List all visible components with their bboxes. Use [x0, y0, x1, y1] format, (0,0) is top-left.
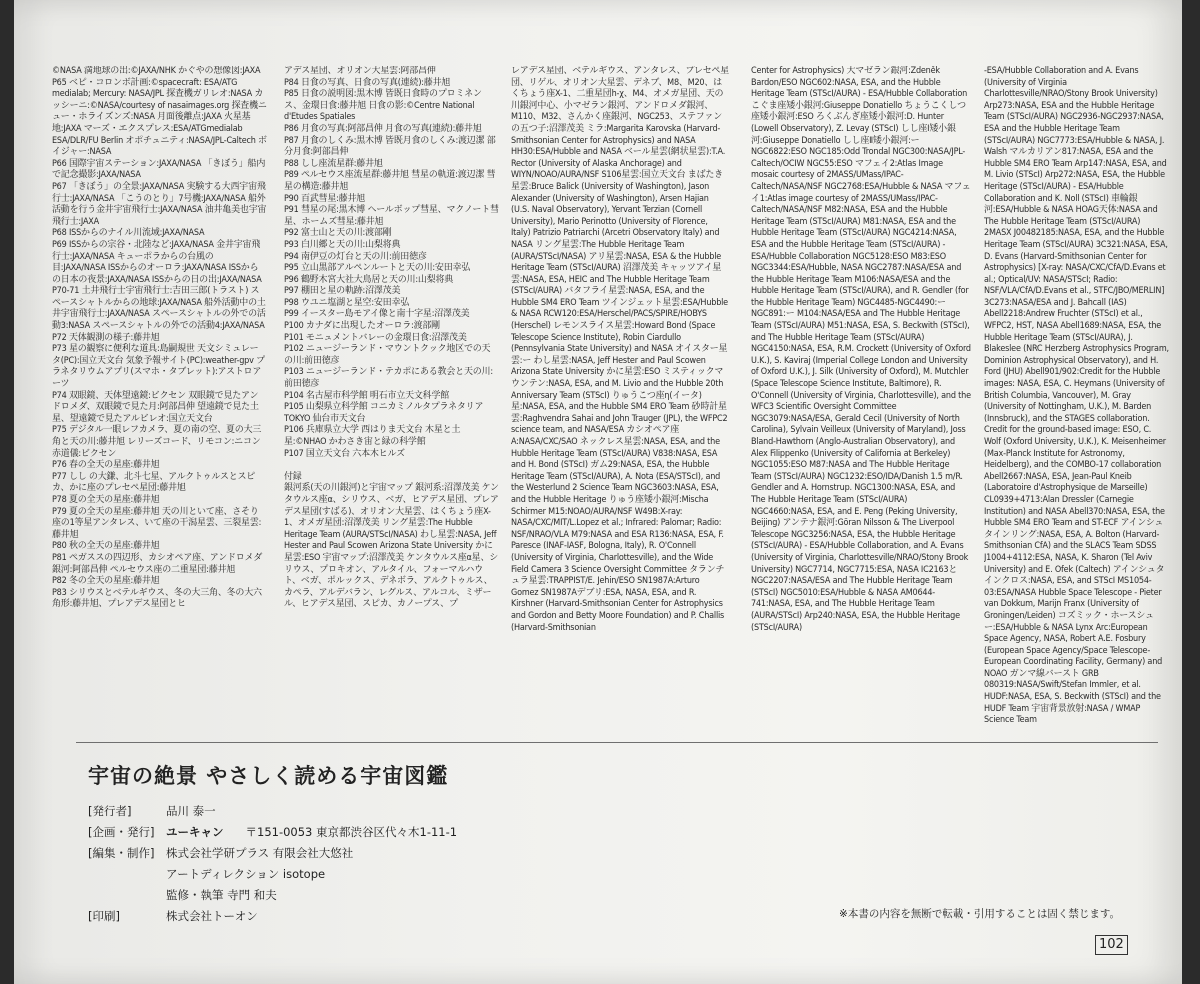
colophon-address: 〒151-0053 東京都渋谷区代々木1-11-1	[245, 825, 458, 839]
credit-entry: P85 日食の説明図:黒木博 皆既日食時のプロミネンス、金環日食:藤井旭 日食の影:©Centre National d'Etudes Spatiales	[284, 89, 482, 123]
credit-entry: P96 鶴野木宮大社大鳥居と天の川:山梨将典	[284, 274, 454, 285]
credit-entry: P92 富士山と天の川:渡部剛	[284, 228, 392, 239]
credit-entry: P104 名古屋市科学館 明石市立天文科学館	[284, 390, 450, 401]
colophon-row	[88, 843, 457, 864]
colophon-row	[88, 906, 457, 927]
credit-entry: P100 カナダに出現したオーロラ:渡部剛	[284, 321, 440, 332]
credit-entry: P87 月食のしくみ:黒木博 皆既月食のしくみ:渡辺潔 部分月食:阿部昌伸	[284, 135, 496, 158]
credit-entry: P70-71 土井飛行士宇宙飛行士:吉田三郎(トラスト) スペースシャトルからの地球:JAXA/NASA 船外活動中の土井宇宙飛行士:JAXA/NASA スペースシャトルの外での活動3:NASA スペースシャトルの外での活動4:JAXA/NASA	[52, 286, 266, 332]
credit-entry: レアデス星団、ベテルギウス、アンタレス、プレセペ星団、リゲル、オリオン大星雲、デネブ、M8、M20、はくちょう座X-1、二重星団h-χ、M4、オメガ星団、天の川銀河中心、小マゼラン銀河、アンドロメダ銀河、M110、M32、さんかく座銀河、NGC253、ステファンの五つ子:沼澤茂美 ミラ:Margarita Karovska (Harvard-Smithsonian Center for Astrophysics) and NASA HH30:ESA/Hubble and NASA ベール星雲(網状星雲):T.A. Rector (University of Alaska Anchorage) and WIYN/NOAO/AURA/NSF S106星雲:国立天文台 まばたき星雲:Bruce Balick (University of Washington), Jason Alexander (University of Washington), Arsen Hajian (U.S. Naval Observatory), Yervant Terzian (Cornell University), Mario Perinotto (University of Florence, Italy) Patrizio Patriarchi (Arcetri Observatory Italy) and NASA リング星雲:The Hubble Heritage Team (AURA/STScI/NASA) アリ星雲:NASA, ESA & the Hubble Heritage Team (STScI/AURA) 沼澤茂美 キャッツアイ星雲:NASA, ESA, HEIC and The Hubble Heritage Team (STScI/AURA) バタフライ星雲:NASA, ESA, and the Hubble SM4 ERO Team ツインジェット星雲:ESA/Hubble & NASA RCW120:ESA/Herschel/PACS/SPIRE/HOBYS (Herschel) レモンスライス星雲:Howard Bond (Space Telescope Science Institute), Robin Ciardullo (Pennsylvania State University) and NASA オイスター星雲:ー わし星雲:NASA, Jeff Hester and Paul Scowen Arizona State University かに星雲:ESO ミスティックマウンテン:NASA, ESA, and M. Livio and the Hubble 20th Anniversary Team (STScI) りゅうこつ座η(イータ)星:NASA, ESA, and the Hubble SM4 ERO Team 砂時計星雲:Raghvendra Sahai and John Trauger (JPL), the WFPC2 science team, and NASA/ESA カシオペア座A:NASA/CXC/SAO ネックレス星雲:NASA, ESA, and the Hubble Heritage Team (STScI/AURA) V838:NASA, ESA and H. Bond (STScI) ガム29:NASA, ESA, the Hubble Heritage Team (STScI/AURA), A. Nota (ESA/STScI), and the Westerlund 2 Science Team NGC3603:NASA, ESA, and the Hubble Heritage りゅう座矮小銀河:Mischa Schirmer M15:NOAO/AURA/NSF W49B:X-ray: NASA/CXC/MIT/L.Lopez et al.; Infrared: Palomar; Radio: NSF/NRAO/VLA M79:NASA and ESA R136:NASA, ESA, F. Paresce (INAF-IASF, Bologna, Italy), R. O'Connell (University of Virginia, Charlottesville), and the Wide Field Camera 3 Science Oversight Committee タランチュラ星雲:TRAPPIST/E. Jehin/ESO SN1987A:Arturo Gomez SN1987Aデブリ:ESA, NASA, ESA, and R. Kirshner (Harvard-Smithsonian Center for Astrophysics and Gordon and Betty Moore Foundation) and P. Challis (Harvard-Smithsonian	[511, 66, 729, 633]
credit-entry: P80 秋の全天の星座:藤井旭	[52, 541, 160, 552]
colophon-value: ユーキャン	[166, 825, 224, 839]
credit-entry: P89 ペルセウス座流星群:藤井旭 彗星の軌道:渡辺潔 彗星の構造:藤井旭	[284, 170, 496, 192]
credit-entry: P82 冬の全天の星座:藤井旭	[52, 576, 160, 587]
credit-entry: P98 ウユニ塩湖と星空:安田幸弘	[284, 297, 410, 308]
credit-entry: P86 月食の写真:阿部昌伸 月食の写真(連続):藤井旭	[284, 123, 482, 134]
colophon-value: 株式会社トーオン	[166, 909, 258, 923]
credit-entry: 付録	[284, 471, 302, 482]
credits-column-3	[511, 66, 729, 736]
credit-entry: P73 星の観察に便利な道具:島嗣規世 天文シミュレータ(PC):国立天文台 気象予報サイト(PC):weather-gpv プラネタリウムアプリ(スマホ・タブレット):アストロアーツ	[52, 344, 265, 390]
credit-entry: P65 ベピ・コロンボ計画:©spacecraft: ESA/ATG medialab; Mercury: NASA/JPL 探査機ガリレオ:NASA カッシーニ:©NASA/courtesy of nasaimages.org 探査機ニュー・ホライズンズ:NASA 月面後離点:JAXA 火星基地:JAXA マーズ・エクスプレス:ESA/ATGmedialab ESA/DLR/FU Berlin オポチュニティ:NASA/JPL-Caltech ボイジャー:NASA	[52, 77, 267, 158]
colophon-row	[88, 885, 457, 906]
credit-entry: P84 日食の写真、日食の写真(連続):藤井旭	[284, 77, 451, 88]
colophon-row	[88, 822, 457, 843]
colophon-value: 品川 泰一	[166, 804, 216, 818]
credit-entry: P94 南伊豆の灯台と天の川:前田徳彦	[284, 251, 427, 262]
book-title: 宇宙の絶景 やさしく読める宇宙図鑑	[88, 764, 449, 788]
page-number: 102	[1095, 935, 1128, 955]
credit-entry: P106 兵庫県立大学 西はりま天文台 木星と土星:©NHAO かわさき宙と緑の科学館	[284, 425, 461, 447]
credit-entry: P88 しし座流星群:藤井旭	[284, 158, 383, 169]
book-page	[14, 0, 1182, 984]
colophon-label	[88, 885, 166, 906]
credits-column-4	[751, 66, 971, 736]
credits-column-1	[52, 66, 267, 736]
divider-rule	[76, 742, 1158, 743]
credit-entry: Center for Astrophysics) 大マゼラン銀河:Zdeněk Bardon/ESO NGC602:NASA, ESA, and the Hubble Heritage Team (STScI/AURA) - ESA/Hubble Collaboration こぐま座矮小銀河:Giuseppe Donatiello ちょうこくしつ座矮小銀河:ESO ろくぶんぎ座矮小銀河:D. Hunter (Lowell Observatory), Z. Levay (STScI) しし座Ⅰ矮小銀河:Giuseppe Donatiello しし座Ⅱ矮小銀河:ー NGC6822:ESO NGC185:Odd Trondal NGC300:NASA/JPL-Caltech/OCIW NGC55:ESO マフェイ2:Atlas Image mosaic courtesy of 2MASS/UMass/IPAC-Caltech/NASA/NSF NGC2768:ESA/Hubble & NASA マフェイ1:Atlas image courtesy of 2MASS/UMass/IPAC-Caltech/NASA/NSF M82:NASA, ESA and the Hubble Heritage Team (STScI/AURA) M81:NASA, ESA and the Hubble Heritage Team (STScI/AURA) NGC4214:NASA, ESA and the Hubble Heritage Team (STScI/AURA) - ESA/Hubble Collaboration NGC5128:ESO M83:ESO NGC3344:ESA/Hubble, NASA NGC2787:NASA/ESA and the Hubble Heritage Team M106:NASA/ESA and the Hubble Heritage Team (STScI/AURA), and R. Gendler (for the Hubble Heritage Team) NGC4485-NGC4490:ー NGC891:ー M104:NASA/ESA and The Hubble Heritage Team (STScI/AURA) M51:NASA, ESA, S. Beckwith (STScI), and The Hubble Heritage Team (STScI/AURA) NGC4150:NASA, ESA, R.M. Crockett (University of Oxford U.K.), S. Kaviraj (Imperial College London and University of Oxford U.K.), J. Silk (University of Oxford), M. Mutchler (Space Telescope Science Institute, Baltimore), R. O'Connell (University of Virginia, Charlottesville), and the WFC3 Scientific Oversight Committee NGC3079:NASA/ESA, Gerald Cecil (University of North Carolina), Sylvain Veilleux (University of Maryland), Joss Bland-Hawthorn (Anglo-Australian Observatory), and Alex Filippenko (University of California at Berkeley) NGC1055:ESO M87:NASA and The Hubble Heritage Team (STScI/AURA) NGC1232:ESO/IDA/Danish 1.5 m/R. Gendler and A. Hornstrup. NGC1300:NASA, ESA, and The Hubble Heritage Team (STScI/AURA) NGC4660:NASA, ESA, and E. Peng (Peking University, Beijing) アンテナ銀河:Göran Nilsson & The Liverpool Telescope NGC3256:NASA, ESA, the Hubble Heritage (STScI/AURA) - ESA/Hubble Collaboration, and A. Evans (University of Virginia, Charlottesville/NRAO/Stony Brook University) NGC7714, NGC7715:ESA, NASA IC2163とNGC2207:NASA/ESA and The Hubble Heritage Team (STScI) NGC5010:ESA/Hubble & NASA AM0644-741:NASA, ESA, and The Hubble Heritage Team (AURA/STScI) Arp240:NASA, ESA, the Hubble Heritage (STScI/AURA)	[751, 66, 971, 633]
credit-entry: P69 ISSからの宗谷・北陸など:JAXA/NASA 金井宇宙飛行士:JAXA/NASA キューポラからの台風の目:JAXA/NASA ISSからのオーロラ:JAXA/NASA ISSからの日本の夜景:JAXA/NASA ISSからの日の出:JAXA/NASA	[52, 239, 262, 285]
colophon-label: [企画・発行]	[88, 825, 155, 839]
credit-entry: P101 モニュメントバレーの金環日食:沼澤茂美	[284, 332, 467, 343]
credit-entry: P74 双眼鏡、天体望遠鏡:ビクセン 双眼鏡で見たアンドロメダ、双眼鏡で見た月:阿部昌伸 望遠鏡で見た土星、望遠鏡で見たアルビレオ:国立天文台	[52, 390, 259, 424]
credit-entry: P105 山梨県立科学館 コニカミノルタプラネタリア TOKYO 仙台市天文台	[284, 402, 484, 424]
credit-entry	[284, 460, 499, 472]
credit-entry: P102 ニュージーランド・マウントクック地区での天の川:前田徳彦	[284, 344, 491, 366]
credit-entry: P76 春の全天の星座:藤井旭	[52, 460, 160, 471]
credit-entry: アデス星団、オリオン大星雲:阿部昌伸	[284, 66, 436, 76]
credit-entry: P68 ISSからのナイル川流域:JAXA/NASA	[52, 228, 205, 239]
credit-entry: ©NASA 満地球の出:©JAXA/NHK かぐやの想像図:JAXA	[52, 66, 261, 76]
credit-entry: -ESA/Hubble Collaboration and A. Evans (University of Virginia Charlottesville/NRAO/Stony Brook University) Arp273:NASA, ESA and the Hubble Heritage Team (STScI/AURA) NGC2936-NGC2937:NASA, ESA and the Hubble Heritage Team (STScI/AURA) NGC7773:ESA/Hubble & NASA, J. Walsh マルカリアン817:NASA, ESA and the Hubble SM4 ERO Team Arp147:NASA, ESA, and M. Livio (STScI) Arp272:NASA, ESA, the Hubble Heritage (STScI/AURA) - ESA/Hubble Collaboration and K. Noll (STScI) 車輪銀河:ESA/Hubble & NASA HOAG天体:NASA and The Hubble Heritage Team (STScI/AURA) 2MASX J00482185:NASA, ESA, and the Hubble Heritage Team (STScI/AURA) 3C321:NASA, ESA, D. Evans (Harvard-Smithsonian Center for Astrophysics) [X-ray: NASA/CXC/CfA/D.Evans et al.; Optical/UV: NASA/STScI; Radio: NSF/VLA/CfA/D.Evans et al., STFC/JBO/MERLIN] 3C273:NASA/ESA and J. Bahcall (IAS) Abell2218:Andrew Fruchter (STScI) et al., WFPC2, HST, NASA Abell1689:NASA, ESA, the Hubble Heritage Team (STScI/AURA), J. Blakeslee (NRC Herzberg Astrophysics Program, Dominion Astrophysical Observatory), and H. Ford (JHU) Abell901/902:Credit for the Hubble images: NASA, ESA, C. Heymans (University of British Columbia, Vancouver), M. Gray (University of Nottingham, U.K.), M. Barden (Innsbruck), and the STAGES collaboration. Credit for the ground-based image: ESO, C. Wolf (Oxford University, U.K.), K. Meisenheimer (Max-Planck Institute for Astronomy, Heidelberg), and the COMBO-17 collaboration Abell2667:NASA, ESA, Jean-Paul Kneib (Laboratoire d'Astrophysique de Marseille) CL0939+4713:Alan Dressler (Carnegie Institution) and NASA Abell370:NASA, ESA, the Hubble SM4 ERO Team and ST-ECF アインシュタインリング:NASA, ESA, A. Bolton (Harvard-Smithsonian CfA) and the SLACS Team SDSS J1004+4112:ESA, NASA, K. Sharon (Tel Aviv University) and E. Ofek (Caltech) アインシュタインクロス:NASA, ESA, and STScI MS1054-03:ESA/NASA Hubble Space Telescope - Pieter van Dokkum, Marijn Franx (University of Groningen/Leiden) コズミック・ホースシュー:ESA/Hubble & NASA Lynx Arc:European Space Agency, NASA, Robert A.E. Fosbury (European Space Agency/Space Telescope-European Coordinating Facility, Germany) and NOAO ガンマ線バースト GRB 080319:NASA/Swift/Stefan Immler, et al. HUDF:NASA, ESA, S. Beckwith (STScI) and the HUDF Team 宇宙背景放射:NASA / WMAP Science Team	[984, 66, 1169, 726]
colophon-value: アートディレクション isotope	[166, 867, 326, 881]
credit-entry: P66 国際宇宙ステーション:JAXA/NASA 「きぼう」船内で記念撮影:JAXA/NASA	[52, 158, 266, 181]
colophon	[88, 801, 457, 927]
credit-entry: P83 シリウスとベテルギウス、冬の大三角、冬の大六角形:藤井旭、プレアデス星団とヒ	[52, 587, 262, 610]
credit-entry: P91 彗星の尾:黒木博 ヘールボップ彗星、マクノート彗星、ホームズ彗星:藤井旭	[284, 205, 499, 227]
credit-entry: P78 夏の全天の星座:藤井旭	[52, 494, 160, 505]
credit-entry: P72 天体観測の様子:藤井旭	[52, 332, 160, 343]
credit-entry: 銀河系(天の川銀河)と宇宙マップ 銀河系:沼澤茂美 ケンタウルス座α、シリウス、ベガ、ヒアデス星団、プレアデス星団(すばる)、オリオン大星雲、はくちょう座X-1、オメガ星団:沼澤茂美 リング星雲:The Hubble Heritage Team (AURA/STScI/NASA) わし星雲:NASA, Jeff Hester and Paul Scowen Arizona State University かに星雲:ESO 宇宙マップ:沼澤茂美 ケンタウルス座α星、シリウス、プロキオン、アルタイル、フォーマルハウト、ベガ、ポルックス、デネボラ、アルクトゥルス、カペラ、アルデバラン、レグルス、アルコル、ミザール、ヒアデス星団、スピカ、カノープス、プ	[284, 483, 499, 610]
colophon-label: [印刷]	[88, 909, 120, 923]
credit-entry: P90 百武彗星:藤井旭	[284, 193, 366, 204]
credit-entry: P75 デジタル一眼レフカメラ、夏の南の空、夏の大三角と天の川:藤井旭 レリーズコード、リモコン:ニコン 赤道儀:ビクセン	[52, 425, 262, 459]
credit-entry: P93 白川郷と天の川:山梨将典	[284, 239, 401, 250]
credit-entry: P77 しし の大鎌、北斗七星、アルクトゥルスとスピカ、かに座のプレセペ星団:藤井旭	[52, 471, 256, 494]
colophon-label: [発行者]	[88, 804, 132, 818]
credit-entry: P81 ペガススの四辺形、カシオペア座、アンドロメダ銀河:阿部昌伸 ペルセウス座の二重星団:藤井旭	[52, 552, 263, 575]
credit-entry: P99 イースター島モアイ像と南十字星:沼澤茂美	[284, 309, 470, 320]
credit-entry: P67 「きぼう」の全景:JAXA/NASA 実験する大西宇宙飛行士:JAXA/NASA 「こうのとり」7号機:JAXA/NASA 船外活動を行う金井宇宙飛行士:JAXA/NASA 油井亀美也宇宙飛行士:JAXA	[52, 181, 267, 227]
colophon-value: 監修・執筆 寺門 和夫	[166, 888, 277, 902]
colophon-row	[88, 801, 457, 822]
credit-entry: P97 棚田と星の軌跡:沼澤茂美	[284, 286, 401, 297]
credit-entry: P107 国立天文台 六本木ヒルズ	[284, 448, 405, 459]
colophon-label	[88, 864, 166, 885]
colophon-label: [編集・制作]	[88, 846, 155, 860]
credits-column-2	[284, 66, 499, 736]
credit-entry: P95 立山黒部アルペンルートと天の川:安田幸弘	[284, 263, 471, 274]
copyright-notice: ※本書の内容を無断で転載・引用することは固く禁じます。	[839, 908, 1120, 920]
credit-entry: P79 夏の全天の星座:藤井旭 天の川といて座、さそり座の1等星アンタレス、いて座の干潟星雲、三裂星雲:藤井旭	[52, 506, 262, 540]
credit-entry: P103 ニュージーランド・テカポにある教会と天の川:前田徳彦	[284, 367, 493, 390]
colophon-row	[88, 864, 457, 885]
credits-column-5	[984, 66, 1169, 736]
colophon-value: 株式会社学研プラス 有限会社大悠社	[166, 846, 354, 860]
